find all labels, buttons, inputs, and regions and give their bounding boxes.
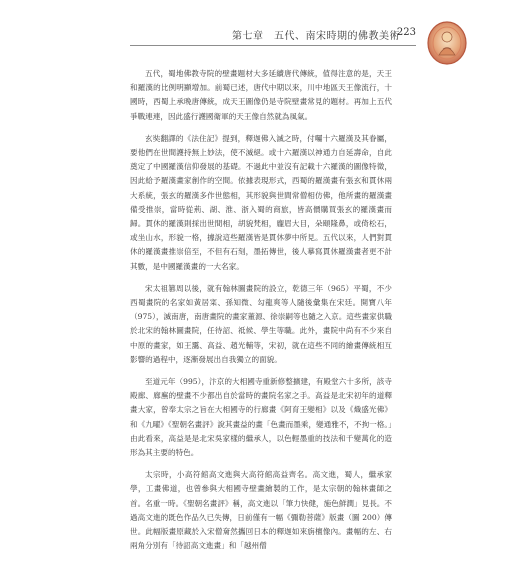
- paragraph-5: 太宗時，小高符館高文進與大高符館高益齊名。高文進，蜀人，繼承家學，工畫佛道，也曾參與大相國寺壁畫繪製的工作，是太宗朝的翰林畫師之首。名重一時。《聖朝名畫評》稱，高文進以「筆力快健，施色鮮潤」見長。不過高文進的既色作品久已失傳，日前僅有一幅《彌勒菩薩》版畫（圖 200）傳世。此幅版畫原藏於入宋僧奝然攜回日本的釋迦如來旃檀像內。畫幅的左、右兩角分別有「待詔高文進畫」和「越州僧: [130, 470, 392, 551]
- paragraph-1: 五代，蜀地佛教寺院的壁畫題材大多延續唐代傳統，值得注意的是，天王和羅漢的比例明顯增加。前蜀已述，唐代中期以來，川中地區天王像流行，十國時，西蜀上承晚唐傳統，成天王圖像仍是寺院壁畫常見的題材。再加上五代爭戰連連，因此盛行護國衛軍的天王像自然就為風氣。: [130, 69, 392, 121]
- header-rule: [130, 45, 416, 46]
- body-text: [130, 67, 392, 562]
- paragraph-2: 玄奘翻譯的《法住記》提到，釋迦佛入滅之時，付囑十六羅漢及其眷屬，要他們在世間護持無上妙法，使不滅絕。或十六羅漢以神通力自延壽命，自此奠定了中國羅漢信仰發展的基礎。不過此中並沒有記載十六羅漢的圖像特徵，因此給予羅漢畫家創作的空間。依據表現形式，西蜀的羅漢畫有張玄和貫休兩大系統，張玄的羅漢多作世態相，其形貌與世間常僧相仿佛，他所畫的羅漢畫備受推崇，當時從荊、湖、淮、浙入蜀的商旅，皆高價購買張玄的羅漢畫而歸。貫休的羅漢則採出世間相，胡貌梵相，龐眉大目，朵頤隆鼻，或倚松石，或坐山水，形貌一格，據說這些羅漢皆是貫休夢中所見。五代以來，人們對貫休的羅漢畫推崇倍至，不但有石刻，墨拓傳世，後人摹寫貫休羅漢畫者更不計其數，是中國羅漢畫的一大名家。: [130, 133, 392, 271]
- running-header: [0, 21, 520, 45]
- paragraph-4: 至道元年（995），汴京的大相國寺重新修整擴建，有殿堂六十多所，該寺殿廊、廊廡的壁畫不少都出自於當時的畫院名家之手。高益是北宋初年的道釋畫大家，曾奉太宗之旨在大相國寺的行廊畫《阿育王變相》以及《熾盛光佛》和《九曜》《聖朝名畫評》說其畫益的畫「色畫而墨乘，變通雅不，不拘一格。」由此看來，高益是是北宋吳家樣的繼承人，以色輕墨重的技法和千變萬化的造形為其主要的特色。: [130, 377, 392, 458]
- page-number: 223: [396, 27, 416, 38]
- buddha-medallion-icon: [426, 21, 468, 67]
- paragraph-3: 宋太祖篡周以後，就有翰林圖畫院的設立，乾德三年（965）平蜀，不少西蜀畫院的名家如黃居寀、孫知微、勾龍爽等人隨後彙集在宋廷。開寶八年（975），滅南唐，南唐畫院的畫家董源、徐崇嗣等也隨之入京。這些畫家供職於北宋的翰林圖畫院，任待詔、祗候、學生等職。此外，畫院中尚有不少來自中原的畫家，如王靄、高益、趙光輔等，宋初，就在這些不同的繪畫傳統相互影響的過程中，逐漸發展出自我獨立的面貌。: [130, 283, 392, 364]
- chapter-title: 第七章 五代、南宋時期的佛教美術: [232, 31, 400, 42]
